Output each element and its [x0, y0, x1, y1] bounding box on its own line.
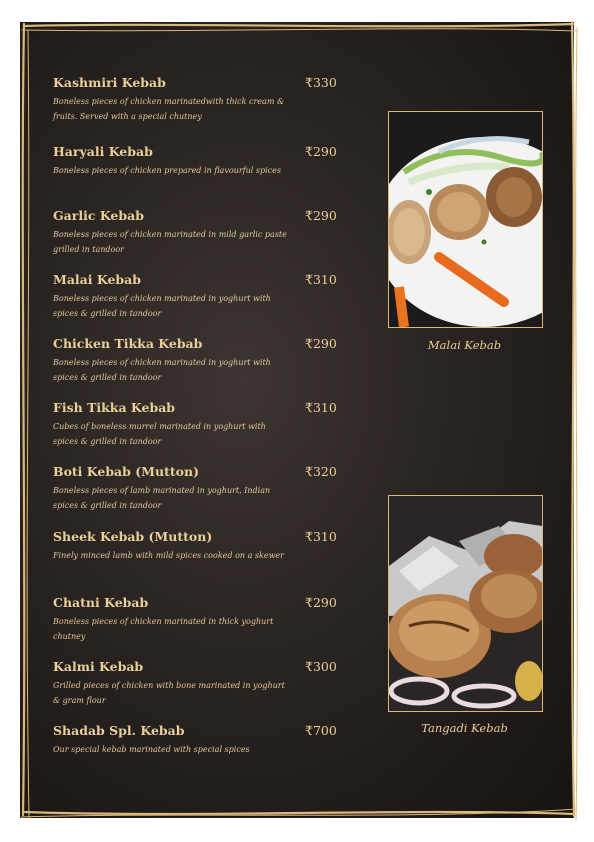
tangadi-kebab-image — [389, 496, 542, 711]
tangadi-kebab-photo — [388, 495, 543, 712]
item-name: Malai Kebab — [53, 272, 142, 287]
item-description: Boneless pieces of chicken marinated in yoghurt with spices & grilled in tandoor — [53, 358, 271, 382]
item-name: Kashmiri Kebab — [53, 75, 166, 90]
item-name: Shadab Spl. Kebab — [53, 723, 185, 738]
item-description: Boneless pieces of chicken marinated in thick yoghurt chutney — [53, 617, 274, 641]
item-price: ₹300 — [305, 659, 337, 674]
malai-kebab-image — [389, 112, 542, 327]
item-price: ₹310 — [305, 272, 337, 287]
item-price: ₹310 — [305, 529, 337, 544]
item-description: Boneless pieces of chicken marinatedwith thick cream & fruits. Served with a special chutney — [53, 97, 285, 121]
item-price: ₹310 — [305, 400, 337, 415]
item-price: ₹290 — [305, 336, 337, 351]
item-price: ₹290 — [305, 208, 337, 223]
item-price: ₹330 — [305, 75, 337, 90]
item-name: Chicken Tikka Kebab — [53, 336, 203, 351]
item-price: ₹320 — [305, 464, 337, 479]
item-name: Kalmi Kebab — [53, 659, 144, 674]
item-name: Boti Kebab (Mutton) — [53, 464, 199, 479]
item-description: Boneless pieces of chicken prepared in flavourful spices — [53, 166, 281, 175]
item-description: Boneless pieces of lamb marinated in yoghurt, Indian spices & grilled in tandoor — [53, 486, 271, 510]
item-price: ₹290 — [305, 144, 337, 159]
item-description: Cubes of boneless murrel marinated in yoghurt with spices & grilled in tandoor — [53, 422, 266, 446]
item-description: Grilled pieces of chicken with bone marinated in yoghurt & gram flour — [53, 681, 285, 705]
item-price: ₹290 — [305, 595, 337, 610]
item-price: ₹700 — [305, 723, 337, 738]
photo-caption: Tangadi Kebab — [421, 721, 508, 735]
item-name: Fish Tikka Kebab — [53, 400, 176, 415]
item-description: Our special kebab marinated with special spices — [53, 745, 250, 754]
item-name: Haryali Kebab — [53, 144, 153, 159]
item-name: Chatni Kebab — [53, 595, 149, 610]
photo-caption: Malai Kebab — [427, 338, 502, 352]
malai-kebab-photo — [388, 111, 543, 328]
item-name: Garlic Kebab — [53, 208, 144, 223]
item-description: Boneless pieces of chicken marinated in yoghurt with spices & grilled in tandoor — [53, 294, 271, 318]
item-description: Boneless pieces of chicken marinated in mild garlic paste grilled in tandoor — [53, 230, 287, 254]
item-description: Finely minced lamb with mild spices cooked on a skewer — [53, 551, 284, 560]
item-name: Sheek Kebab (Mutton) — [53, 529, 213, 544]
